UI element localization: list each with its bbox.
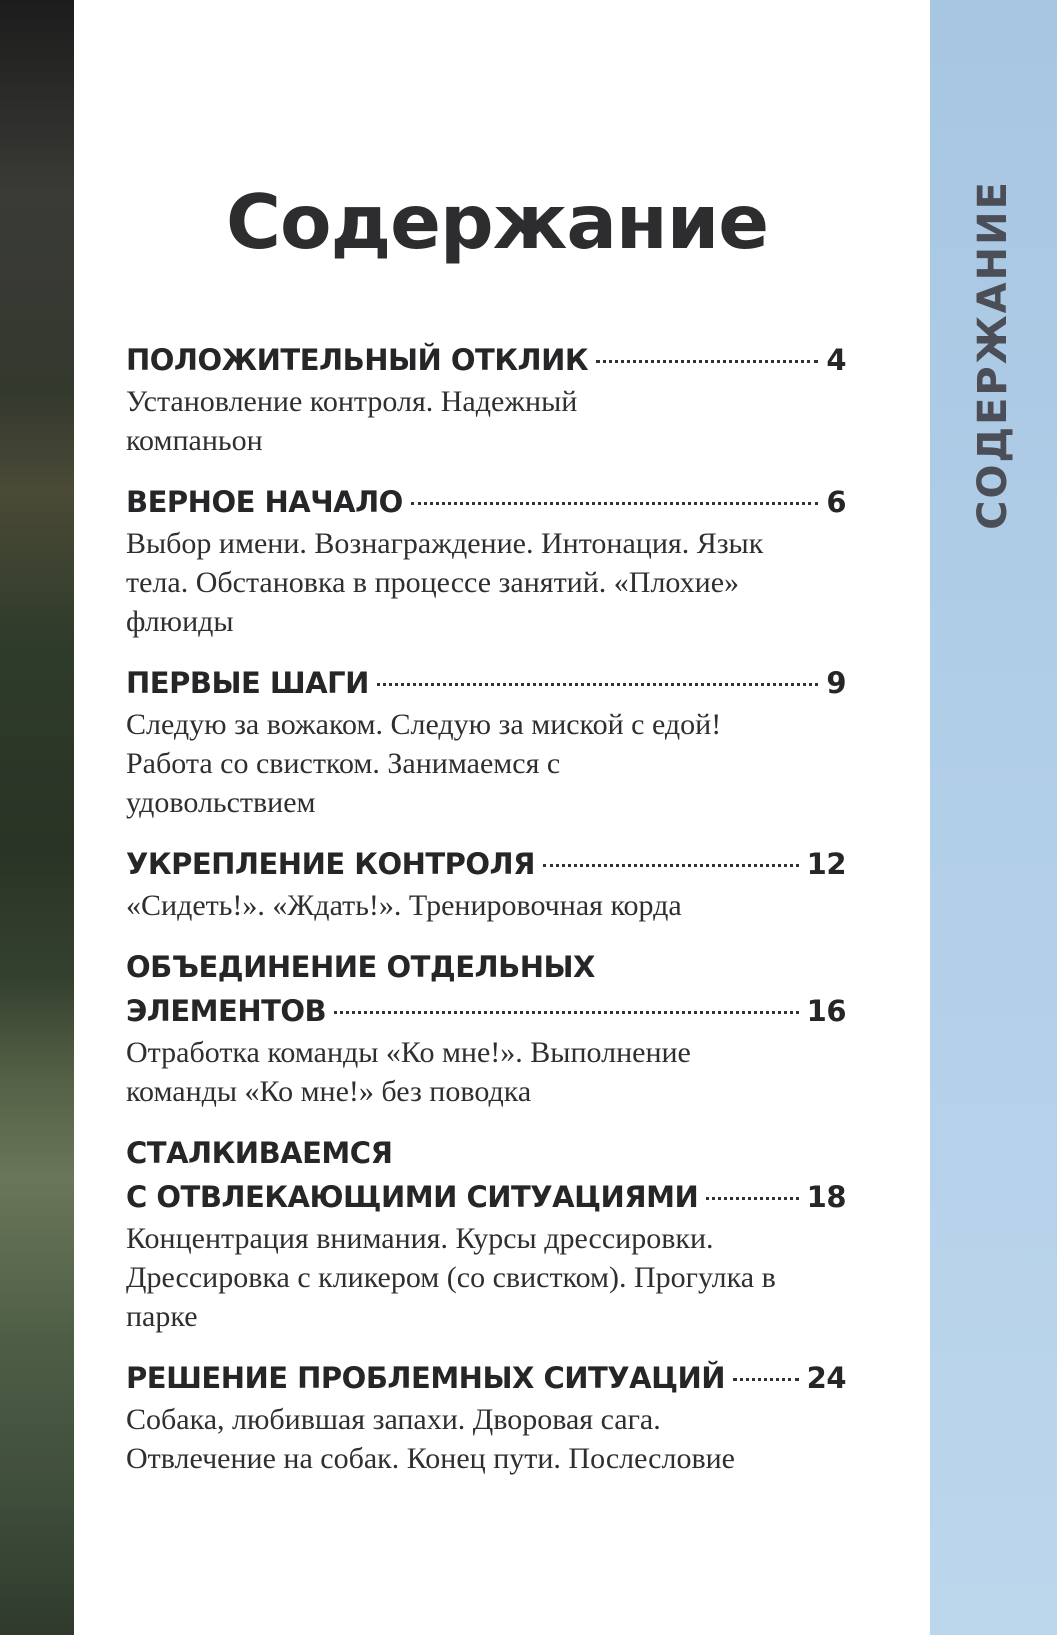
toc-entry-heading	[126, 1175, 846, 1219]
toc-entry-description: Отработка команды «Ко мне!». Выполнение команды «Ко мне!» без поводка	[126, 1036, 691, 1108]
side-section-title: СОДЕРЖАНИЕ	[970, 180, 1016, 530]
toc-entry-heading	[126, 338, 846, 382]
dot-leader	[543, 864, 799, 867]
toc-entry[interactable]	[126, 1131, 846, 1336]
toc-entry-heading	[126, 480, 846, 524]
toc-entry-heading	[126, 1356, 846, 1400]
toc-entry-page: 16	[806, 994, 846, 1028]
toc-entry-page: 18	[806, 1180, 846, 1214]
toc-entry-title: УКРЕПЛЕНИЕ КОНТРОЛЯ	[126, 847, 535, 881]
toc-entry-description: Собака, любившая запахи. Дворовая сага. Отвлечение на собак. Конец пути. Послесловие	[126, 1403, 735, 1475]
table-of-contents	[126, 338, 846, 1498]
toc-entry-heading	[126, 842, 846, 886]
toc-entry-title: РЕШЕНИЕ ПРОБЛЕМНЫХ СИТУАЦИЙ	[126, 1361, 726, 1395]
toc-entry-description: «Сидеть!». «Ждать!». Тренировочная корда	[126, 889, 682, 922]
dot-leader	[596, 360, 818, 363]
toc-entry-description: Следую за вожаком. Следую за миской с едой! Работа со свистком. Занимаемся с удовольствием	[126, 708, 722, 819]
toc-entry-title: ПОЛОЖИТЕЛЬНЫЙ ОТКЛИК	[126, 343, 589, 377]
toc-entry-title: С ОТВЛЕКАЮЩИМИ СИТУАЦИЯМИ	[126, 1180, 699, 1214]
toc-entry-page: 6	[826, 485, 846, 519]
dot-leader	[377, 683, 818, 686]
left-photo-strip	[0, 0, 74, 1635]
toc-entry-title: ВЕРНОЕ НАЧАЛО	[126, 485, 403, 519]
toc-entry[interactable]	[126, 480, 846, 641]
toc-entry-page: 4	[826, 343, 846, 377]
toc-entry-description: Концентрация внимания. Курсы дрессировки. Дрессировка с кликером (со свистком). Прогулка в парке	[126, 1222, 776, 1333]
toc-entry-description: Установление контроля. Надежный компаньон	[126, 385, 578, 457]
toc-entry-page: 12	[806, 847, 846, 881]
toc-entry[interactable]	[126, 661, 846, 822]
toc-entry-heading	[126, 989, 846, 1033]
toc-entry-page: 24	[806, 1361, 846, 1395]
dot-leader	[706, 1197, 798, 1200]
page-title: Содержание	[226, 178, 769, 266]
toc-entry[interactable]	[126, 1356, 846, 1478]
toc-entry-heading	[126, 661, 846, 705]
toc-entry-title: ЭЛЕМЕНТОВ	[126, 994, 327, 1028]
dot-leader	[733, 1378, 799, 1381]
toc-entry[interactable]	[126, 842, 846, 925]
toc-entry-title: ПЕРВЫЕ ШАГИ	[126, 666, 369, 700]
toc-entry-title-line1: ОБЪЕДИНЕНИЕ ОТДЕЛЬНЫХ	[126, 950, 595, 984]
dot-leader	[334, 1011, 798, 1014]
toc-entry-page: 9	[826, 666, 846, 700]
dot-leader	[411, 502, 818, 505]
toc-entry-description: Выбор имени. Вознаграждение. Интонация. Язык тела. Обстановка в процессе занятий. «Плохие» флюиды	[126, 527, 764, 638]
toc-entry[interactable]	[126, 945, 846, 1111]
toc-entry[interactable]	[126, 338, 846, 460]
toc-entry-title-line1: СТАЛКИВАЕМСЯ	[126, 1136, 393, 1170]
